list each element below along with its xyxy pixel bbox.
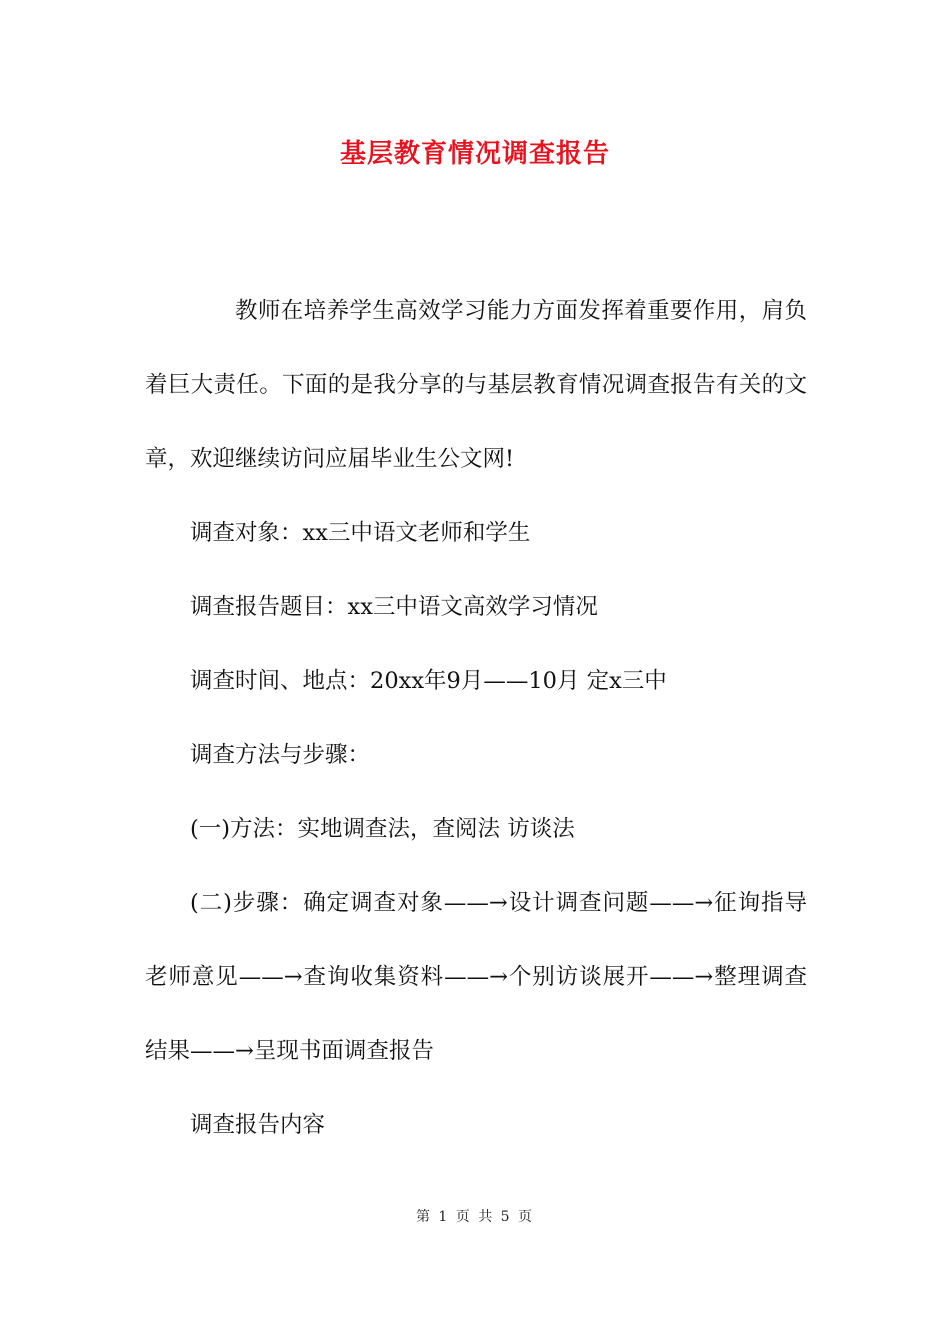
report-topic: 调查报告题目：xx三中语文高效学习情况 bbox=[190, 594, 598, 620]
survey-subject: 调查对象：xx三中语文老师和学生 bbox=[190, 520, 531, 546]
steps-item: (二)步骤：确定调查对象——→设计调查问题——→征询指导老师意见——→查询收集资料——→个别访谈展开——→整理调查结果——→呈现书面调查报告 bbox=[145, 890, 807, 1064]
page-number-footer: 第 1 页 共 5 页 bbox=[415, 1209, 535, 1225]
intro-paragraph: 教师在培养学生高效学习能力方面发挥着重要作用，肩负着巨大责任。下面的是我分享的与基层教育情况调查报告有关的文章，欢迎继续访问应届毕业生公文网! bbox=[145, 298, 807, 472]
survey-time-place: 调查时间、地点：20xx年9月——10月 定x三中 bbox=[190, 668, 667, 694]
method-item: (一)方法：实地调查法，查阅法 访谈法 bbox=[190, 816, 575, 842]
document-body bbox=[145, 274, 807, 1162]
document-title: 基层教育情况调查报告 bbox=[339, 139, 610, 169]
report-content-heading: 调查报告内容 bbox=[190, 1112, 326, 1138]
method-heading: 调查方法与步骤： bbox=[190, 742, 371, 768]
